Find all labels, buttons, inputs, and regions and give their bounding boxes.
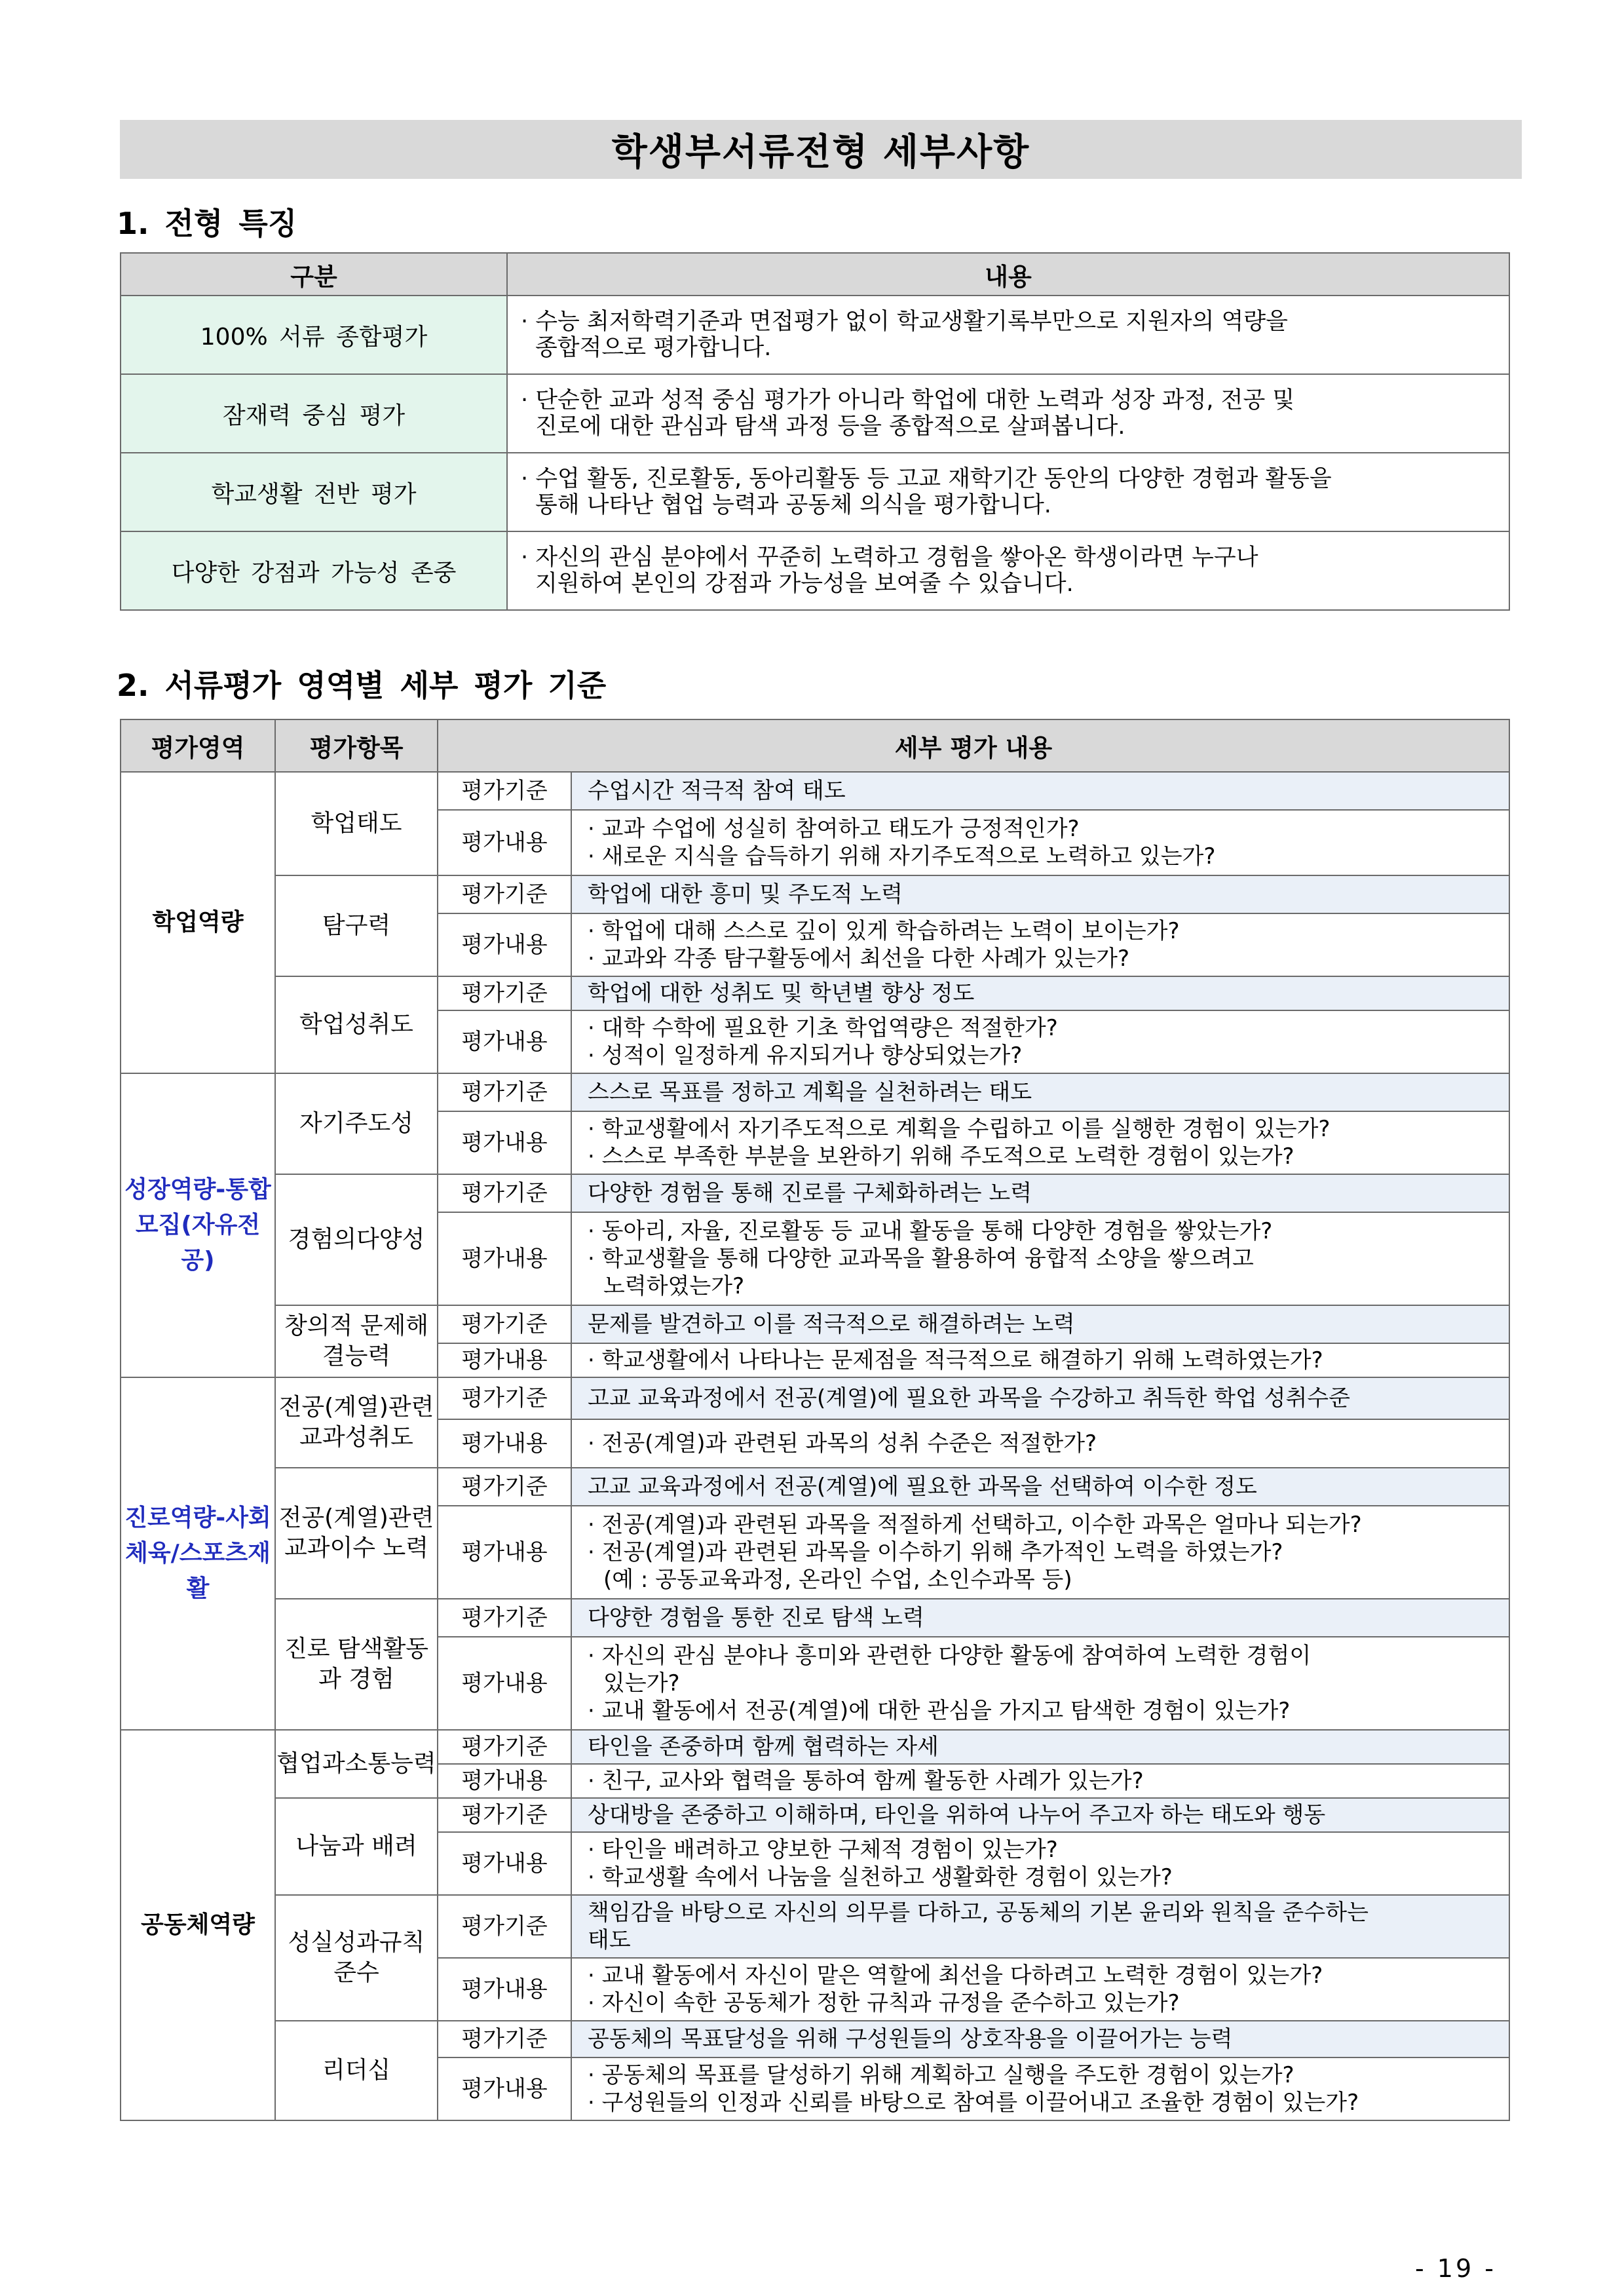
- col-header-area: 평가영역: [121, 719, 275, 772]
- evaluation-content: [571, 1419, 1509, 1468]
- standard-line: 고교 교육과정에서 전공(계열)에 필요한 과목을 선택하여 이수한 정도: [588, 1474, 1257, 1500]
- table-row: [121, 1798, 1509, 1832]
- evaluation-item: [275, 1468, 438, 1599]
- content-line: · 전공(계열)과 관련된 과목을 적절하게 선택하고, 이수한 과목은 얼마나 되는가?: [588, 1512, 1362, 1538]
- admission-features-table: [120, 252, 1510, 611]
- standard-line: 다양한 경험을 통해 진로를 구체화하려는 노력: [588, 1180, 1032, 1206]
- content-line: · 공동체의 목표를 달성하기 위해 계획하고 실행을 주도한 경험이 있는가?: [588, 2062, 1294, 2088]
- content-line: · 스스로 부족한 부분을 보완하기 위해 주도적으로 노력한 경험이 있는가?: [588, 1143, 1294, 1170]
- area-name-line: -: [216, 1176, 226, 1203]
- standard-label: 평가기준: [438, 976, 571, 1010]
- evaluation-standard: [571, 1468, 1509, 1506]
- item-name-line: 탐구력: [322, 912, 391, 939]
- evaluation-criteria-table: [120, 719, 1510, 2121]
- feature-category: 잠재력 중심 평가: [121, 374, 507, 453]
- table-row: [121, 1305, 1509, 1343]
- evaluation-content: [571, 1764, 1509, 1798]
- content-line: · 대학 수학에 필요한 기초 학업역량은 적절한가?: [588, 1015, 1058, 1041]
- item-name-line: 자기: [299, 1110, 345, 1137]
- content-line: · 친구, 교사와 협력을 통하여 함께 활동한 사례가 있는가?: [588, 1768, 1144, 1794]
- section1-heading: 1. 전형 특징: [117, 206, 297, 241]
- table-row: [121, 1377, 1509, 1419]
- item-name-line: 리더십: [322, 2057, 391, 2084]
- item-name-line: 활동과 경험: [318, 1636, 429, 1693]
- title-banner: [120, 120, 1522, 179]
- description-line: 진로에 대한 관심과 탐색 과정 등을 종합적으로 살펴봅니다.: [535, 413, 1125, 440]
- evaluation-item: [275, 1073, 438, 1174]
- col-header-detail: 세부 평가 내용: [438, 719, 1509, 772]
- content-label: 평가내용: [438, 2057, 571, 2120]
- evaluation-area: [121, 1073, 275, 1377]
- standard-line: 고교 교육과정에서 전공(계열)에 필요한 과목을 수강하고 취득한 학업 성취수준: [588, 1385, 1350, 1411]
- description-line: 종합적으로 평가합니다.: [535, 335, 772, 361]
- standard-label: 평가기준: [438, 1305, 571, 1343]
- evaluation-content: [571, 1832, 1509, 1895]
- col-header-category: 구분: [121, 253, 507, 296]
- evaluation-area: [121, 1730, 275, 2120]
- standard-label: 평가기준: [438, 1377, 571, 1419]
- area-name-line: 스포츠재활: [179, 1540, 271, 1602]
- feature-description: [507, 296, 1509, 374]
- table-row: [121, 1174, 1509, 1212]
- table-row: [121, 1468, 1509, 1506]
- page-title: 학생부서류전형 세부사항: [611, 131, 1030, 174]
- content-line: (예 : 공동교육과정, 온라인 수업, 소인수과목 등): [603, 1567, 1072, 1593]
- col-header-content: 내용: [507, 253, 1509, 296]
- content-label: 평가내용: [438, 1343, 571, 1377]
- evaluation-standard: [571, 1895, 1509, 1958]
- item-name-line: 학업성취도: [299, 1011, 413, 1038]
- evaluation-standard: [571, 1730, 1509, 1764]
- content-label: 평가내용: [438, 1832, 571, 1895]
- area-name-line: 공동체역량: [141, 1911, 255, 1938]
- area-name-line: 통합모집: [135, 1176, 271, 1238]
- standard-label: 평가기준: [438, 875, 571, 913]
- evaluation-standard: [571, 772, 1509, 810]
- evaluation-standard: [571, 2021, 1509, 2057]
- standard-label: 평가기준: [438, 1730, 571, 1764]
- content-line: 노력하였는가?: [603, 1273, 745, 1299]
- content-label: 평가내용: [438, 1111, 571, 1174]
- standard-label: 평가기준: [438, 1073, 571, 1111]
- item-name-line: 나눔과 배려: [295, 1833, 417, 1860]
- item-name-line: 관련 교과: [284, 1504, 434, 1561]
- feature-category: 학교생활 전반 평가: [121, 453, 507, 531]
- evaluation-content: [571, 1212, 1509, 1305]
- evaluation-item: [275, 1599, 438, 1730]
- standard-label: 평가기준: [438, 772, 571, 810]
- area-name-line: 학업역량: [152, 909, 244, 936]
- standard-line: 스스로 목표를 정하고 계획을 실천하려는 태도: [588, 1079, 1032, 1105]
- standard-line: 공동체의 목표달성을 위해 구성원들의 상호작용을 이끌어가는 능력: [588, 2026, 1233, 2052]
- evaluation-item: [275, 1377, 438, 1468]
- description-line: · 단순한 교과 성적 중심 평가가 아니라 학업에 대한 노력과 성장 과정, 전공 및: [521, 387, 1295, 413]
- evaluation-content: [571, 913, 1509, 976]
- feature-description: [507, 453, 1509, 531]
- table-row: [121, 1730, 1509, 1764]
- description-line: · 자신의 관심 분야에서 꾸준히 노력하고 경험을 쌓아온 학생이라면 누구나: [521, 545, 1258, 571]
- content-line: · 학교생활에서 자기주도적으로 계획을 수립하고 이를 실행한 경험이 있는가?: [588, 1116, 1331, 1142]
- evaluation-item: [275, 1730, 438, 1798]
- item-name-line: 성실성과: [288, 1929, 379, 1956]
- content-label: 평가내용: [438, 1506, 571, 1599]
- evaluation-item: [275, 1798, 438, 1895]
- description-line: 지원하여 본인의 강점과 가능성을 보여줄 수 있습니다.: [535, 571, 1074, 597]
- standard-line: 태도: [588, 1927, 631, 1953]
- standard-label: 평가기준: [438, 1895, 571, 1958]
- item-name-line: 학업태도: [311, 810, 402, 837]
- item-name-line: 경험의: [288, 1226, 356, 1253]
- content-label: 평가내용: [438, 913, 571, 976]
- evaluation-standard: [571, 1377, 1509, 1419]
- area-name-line: (자유전공): [181, 1212, 261, 1274]
- standard-line: 학업에 대한 성취도 및 학년별 향상 정도: [588, 980, 975, 1006]
- evaluation-item: [275, 875, 438, 976]
- evaluation-standard: [571, 976, 1509, 1010]
- table-row: [121, 772, 1509, 810]
- evaluation-content: [571, 1637, 1509, 1730]
- standard-line: 수업시간 적극적 참여 태도: [588, 778, 846, 804]
- item-name-line: 전공(계열): [278, 1504, 388, 1531]
- content-label: 평가내용: [438, 810, 571, 875]
- feature-description: [507, 374, 1509, 453]
- evaluation-content: [571, 810, 1509, 875]
- standard-label: 평가기준: [438, 1468, 571, 1506]
- table-row: [121, 531, 1509, 610]
- evaluation-content: [571, 1958, 1509, 2021]
- evaluation-content: [571, 1343, 1509, 1377]
- evaluation-item: [275, 1174, 438, 1305]
- feature-description: [507, 531, 1509, 610]
- evaluation-standard: [571, 875, 1509, 913]
- evaluation-standard: [571, 1599, 1509, 1637]
- content-line: · 전공(계열)과 관련된 과목을 이수하기 위해 추가적인 노력을 하였는가?: [588, 1539, 1283, 1565]
- description-line: 통해 나타난 협업 능력과 공동체 의식을 평가합니다.: [535, 492, 1051, 518]
- table-row: [121, 1895, 1509, 1958]
- item-name-line: 전공(계열): [278, 1394, 388, 1421]
- standard-line: 다양한 경험을 통한 진로 탐색 노력: [588, 1605, 924, 1631]
- table-row: [121, 875, 1509, 913]
- feature-category: 다양한 강점과 가능성 존중: [121, 531, 507, 610]
- section2-heading: 2. 서류평가 영역별 세부 평가 기준: [117, 668, 607, 703]
- evaluation-item: [275, 2021, 438, 2120]
- item-name-line: 소통능력: [345, 1750, 436, 1777]
- standard-label: 평가기준: [438, 1174, 571, 1212]
- evaluation-content: [571, 1111, 1509, 1174]
- standard-line: 문제를 발견하고 이를 적극적으로 해결하려는 노력: [588, 1311, 1075, 1337]
- area-name-line: 사회체육/: [125, 1504, 271, 1567]
- content-line: · 학교생활에서 나타나는 문제점을 적극적으로 해결하기 위해 노력하였는가?: [588, 1347, 1323, 1373]
- evaluation-item: [275, 1305, 438, 1377]
- col-header-item: 평가항목: [275, 719, 438, 772]
- standard-label: 평가기준: [438, 2021, 571, 2057]
- table-row: [121, 453, 1509, 531]
- content-line: · 타인을 배려하고 양보한 구체적 경험이 있는가?: [588, 1837, 1058, 1863]
- area-name-line: -: [216, 1504, 226, 1531]
- item-name-line: 규칙 준수: [333, 1929, 425, 1986]
- standard-line: 책임감을 바탕으로 자신의 의무를 다하고, 공동체의 기본 윤리와 원칙을 준수하는: [588, 1900, 1369, 1926]
- evaluation-item: [275, 1895, 438, 2021]
- item-name-line: 성취도: [345, 1424, 413, 1451]
- evaluation-standard: [571, 1073, 1509, 1111]
- item-name-line: 다양성: [356, 1226, 425, 1253]
- content-line: · 자신의 관심 분야나 흥미와 관련한 다양한 활동에 참여하여 노력한 경험이: [588, 1643, 1312, 1669]
- table-row: [121, 1073, 1509, 1111]
- table-header-row: [121, 253, 1509, 296]
- content-label: 평가내용: [438, 1212, 571, 1305]
- page-number: - 19 -: [1415, 2254, 1496, 2283]
- evaluation-area: [121, 1377, 275, 1730]
- table-row: [121, 296, 1509, 374]
- description-line: · 수능 최저학력기준과 면접평가 없이 학교생활기록부만으로 지원자의 역량을: [521, 309, 1288, 335]
- content-line: · 교내 활동에서 자신이 맡은 역할에 최선을 다하려고 노력한 경험이 있는가?: [588, 1962, 1323, 1989]
- feature-category: 100% 서류 종합평가: [121, 296, 507, 374]
- content-line: · 학업에 대해 스스로 깊이 있게 학습하려는 노력이 보이는가?: [588, 918, 1180, 944]
- description-line: · 수업 활동, 진로활동, 동아리활동 등 고교 재학기간 동안의 다양한 경험과 활동을: [521, 466, 1332, 492]
- content-line: · 교과 수업에 성실히 참여하고 태도가 긍정적인가?: [588, 816, 1080, 842]
- content-label: 평가내용: [438, 1958, 571, 2021]
- evaluation-item: [275, 772, 438, 875]
- content-line: · 동아리, 자율, 진로활동 등 교내 활동을 통해 다양한 경험을 쌓았는가?: [588, 1218, 1273, 1244]
- item-name-line: 창의적 문제: [284, 1312, 406, 1339]
- evaluation-area: [121, 772, 275, 1073]
- item-name-line: 협업과: [276, 1750, 345, 1777]
- table-header-row: [121, 719, 1509, 772]
- content-line: · 구성원들의 인정과 신뢰를 바탕으로 참여를 이끌어내고 조율한 경험이 있는가?: [588, 2090, 1359, 2116]
- content-line: · 자신이 속한 공동체가 정한 규칙과 규정을 준수하고 있는가?: [588, 1990, 1180, 2016]
- table-row: [121, 1599, 1509, 1637]
- evaluation-content: [571, 2057, 1509, 2120]
- content-line: 있는가?: [603, 1670, 680, 1696]
- standard-label: 평가기준: [438, 1798, 571, 1832]
- area-name-line: 진로역량: [124, 1504, 216, 1531]
- content-label: 평가내용: [438, 1764, 571, 1798]
- item-name-line: 진로 탐색: [284, 1636, 383, 1662]
- table-row: [121, 374, 1509, 453]
- area-name-line: 성장역량: [124, 1176, 216, 1203]
- item-name-line: 해결능력: [322, 1312, 429, 1369]
- content-line: · 새로운 지식을 습득하기 위해 자기주도적으로 노력하고 있는가?: [588, 843, 1216, 870]
- evaluation-content: [571, 1506, 1509, 1599]
- item-name-line: 관련 교과: [299, 1394, 434, 1451]
- evaluation-item: [275, 976, 438, 1073]
- content-line: · 전공(계열)과 관련된 과목의 성취 수준은 적절한가?: [588, 1430, 1097, 1457]
- content-label: 평가내용: [438, 1637, 571, 1730]
- content-line: · 교내 활동에서 전공(계열)에 대한 관심을 가지고 탐색한 경험이 있는가?: [588, 1698, 1291, 1724]
- content-label: 평가내용: [438, 1010, 571, 1073]
- evaluation-standard: [571, 1798, 1509, 1832]
- item-name-line: 주도성: [345, 1110, 413, 1137]
- standard-line: 상대방을 존중하고 이해하며, 타인을 위하여 나누어 주고자 하는 태도와 행동: [588, 1802, 1326, 1828]
- evaluation-content: [571, 1010, 1509, 1073]
- standard-line: 학업에 대한 흥미 및 주도적 노력: [588, 881, 903, 908]
- standard-label: 평가기준: [438, 1599, 571, 1637]
- content-line: · 학교생활을 통해 다양한 교과목을 활용하여 융합적 소양을 쌓으려고: [588, 1246, 1254, 1272]
- evaluation-standard: [571, 1174, 1509, 1212]
- content-line: · 교과와 각종 탐구활동에서 최선을 다한 사례가 있는가?: [588, 946, 1130, 972]
- evaluation-standard: [571, 1305, 1509, 1343]
- table-row: [121, 2021, 1509, 2057]
- table-row: [121, 976, 1509, 1010]
- content-line: · 성적이 일정하게 유지되거나 향상되었는가?: [588, 1043, 1023, 1069]
- content-label: 평가내용: [438, 1419, 571, 1468]
- content-line: · 학교생활 속에서 나눔을 실천하고 생활화한 경험이 있는가?: [588, 1864, 1173, 1890]
- item-name-line: 이수 노력: [330, 1535, 429, 1561]
- standard-line: 타인을 존중하며 함께 협력하는 자세: [588, 1734, 939, 1760]
